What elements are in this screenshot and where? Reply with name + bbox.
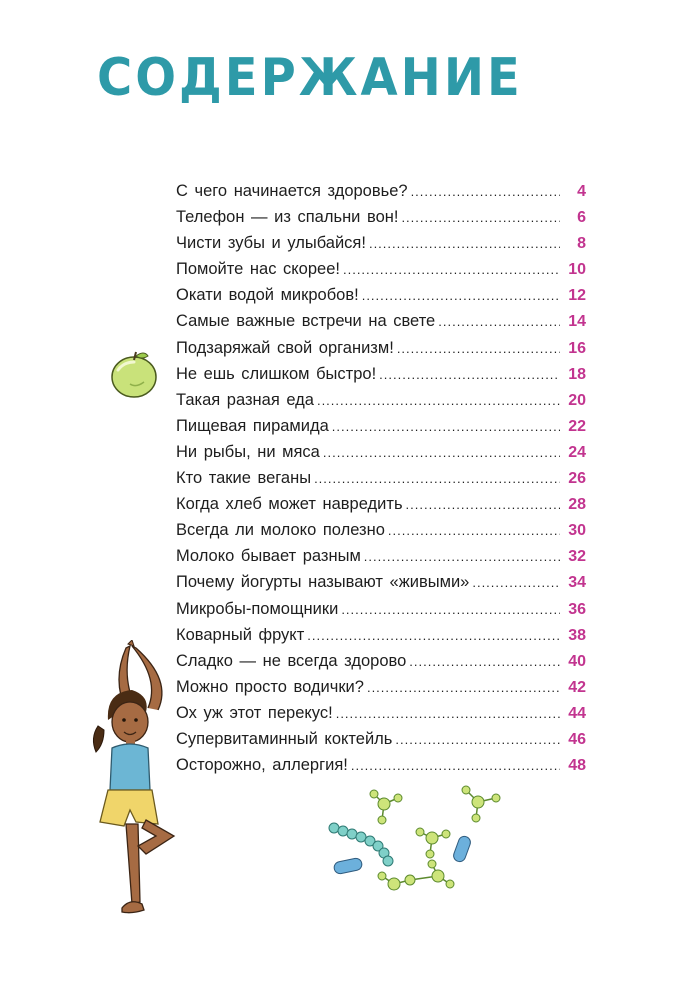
toc-entry: [176, 569, 586, 595]
toc-entry-title: Осторожно, аллергия!: [176, 756, 348, 775]
toc-dot-leader: [472, 570, 560, 596]
yoga-girl-illustration: [86, 640, 196, 922]
toc-dot-leader: [411, 179, 560, 205]
toc-dot-leader: [364, 544, 560, 570]
toc-page-number: 38: [568, 626, 586, 644]
toc-entry-title: Коварный фрукт: [176, 625, 305, 644]
toc-entry: [176, 543, 586, 569]
toc-dot-leader: [323, 440, 560, 466]
toc-entry: [176, 596, 586, 622]
toc-dot-leader: [317, 388, 560, 414]
toc-dot-leader: [351, 753, 560, 779]
toc-entry-title: Всегда ли молоко полезно: [176, 521, 385, 540]
toc-page-number: 20: [568, 391, 586, 409]
toc-page-number: 26: [568, 470, 586, 488]
toc-dot-leader: [406, 492, 560, 518]
toc-page-number: 36: [568, 600, 586, 618]
toc-dot-leader: [341, 597, 560, 623]
toc-dot-leader: [307, 623, 560, 649]
toc-page-number: 4: [577, 183, 586, 200]
table-of-contents: [176, 178, 586, 778]
toc-entry: [176, 204, 586, 230]
toc-entry: [176, 465, 586, 491]
toc-entry-title: С чего начинается здоровье?: [176, 182, 408, 200]
toc-page-number: 16: [568, 339, 586, 357]
toc-entry-title: Окати водой микробов!: [176, 286, 359, 305]
page-title: СОДЕРЖАНИЕ: [97, 47, 523, 109]
toc-entry: [176, 230, 586, 256]
toc-entry: [176, 439, 586, 465]
toc-dot-leader: [401, 205, 560, 231]
toc-dot-leader: [367, 675, 560, 701]
toc-entry-title: Чисти зубы и улыбайся!: [176, 234, 366, 253]
toc-page-number: 18: [568, 365, 586, 383]
toc-entry: [176, 674, 586, 700]
toc-dot-leader: [395, 727, 560, 753]
toc-entry-title: Молоко бывает разным: [176, 547, 361, 566]
toc-entry: [176, 335, 586, 361]
toc-page-number: 24: [568, 443, 586, 461]
toc-entry: [176, 361, 586, 387]
toc-page-number: 10: [568, 261, 586, 279]
toc-entry: [176, 413, 586, 439]
toc-dot-leader: [397, 336, 560, 362]
toc-entry: [176, 517, 586, 543]
toc-dot-leader: [438, 309, 560, 335]
toc-entry: [176, 308, 586, 334]
toc-entry-title: Когда хлеб может навредить: [176, 495, 403, 514]
toc-page-number: 34: [568, 574, 586, 592]
toc-dot-leader: [379, 362, 560, 388]
toc-entry: [176, 622, 586, 648]
toc-entry-title: Телефон — из спальни вон!: [176, 208, 399, 227]
toc-page-number: 30: [568, 522, 586, 540]
toc-page-number: 22: [568, 417, 586, 435]
toc-dot-leader: [336, 701, 560, 727]
toc-entry: [176, 726, 586, 752]
toc-dot-leader: [332, 414, 560, 440]
toc-entry-title: Микробы-помощники: [176, 599, 339, 618]
toc-entry-title: Можно просто водички?: [176, 677, 364, 696]
molecules-illustration: [326, 780, 516, 900]
toc-page-number: 44: [568, 704, 586, 722]
toc-entry: [176, 491, 586, 517]
apple-illustration: [104, 348, 162, 400]
toc-entry: [176, 256, 586, 282]
toc-page-number: 14: [568, 313, 586, 331]
toc-entry: [176, 700, 586, 726]
toc-entry-title: Помойте нас скорее!: [176, 260, 340, 279]
toc-page-number: 8: [577, 235, 586, 253]
toc-entry-title: Самые важные встречи на свете: [176, 312, 436, 331]
toc-entry: [176, 282, 586, 308]
toc-entry: [176, 752, 586, 778]
toc-page-number: 40: [568, 652, 586, 670]
toc-page-number: 48: [568, 757, 586, 775]
toc-entry: [176, 387, 586, 413]
toc-entry-title: Подзаряжай свой организм!: [176, 338, 394, 357]
toc-page-number: 6: [577, 209, 586, 227]
toc-entry-title: Кто такие веганы: [176, 469, 312, 488]
toc-dot-leader: [343, 257, 560, 283]
toc-entry-title: Не ешь слишком быстро!: [176, 364, 377, 383]
toc-dot-leader: [362, 283, 560, 309]
toc-page-number: 28: [568, 496, 586, 514]
toc-entry: [176, 648, 586, 674]
toc-entry-title: Сладко — не всегда здорово: [176, 651, 407, 670]
toc-entry-title: Такая разная еда: [176, 390, 314, 409]
toc-page-number: 32: [568, 548, 586, 566]
toc-entry: [176, 178, 586, 204]
toc-entry-title: Супервитаминный коктейль: [176, 729, 393, 748]
toc-entry-title: Пищевая пирамида: [176, 416, 329, 435]
toc-page-number: 12: [568, 287, 586, 305]
toc-dot-leader: [314, 466, 560, 492]
toc-dot-leader: [409, 649, 560, 675]
toc-dot-leader: [388, 518, 560, 544]
toc-entry-title: Ох уж этот перекус!: [176, 703, 333, 722]
toc-page-number: 42: [568, 678, 586, 696]
toc-entry-title: Ни рыбы, ни мяса: [176, 442, 320, 461]
toc-entry-title: Почему йогурты называют «живыми»: [176, 573, 470, 592]
toc-page-number: 46: [568, 730, 586, 748]
toc-dot-leader: [369, 231, 560, 257]
